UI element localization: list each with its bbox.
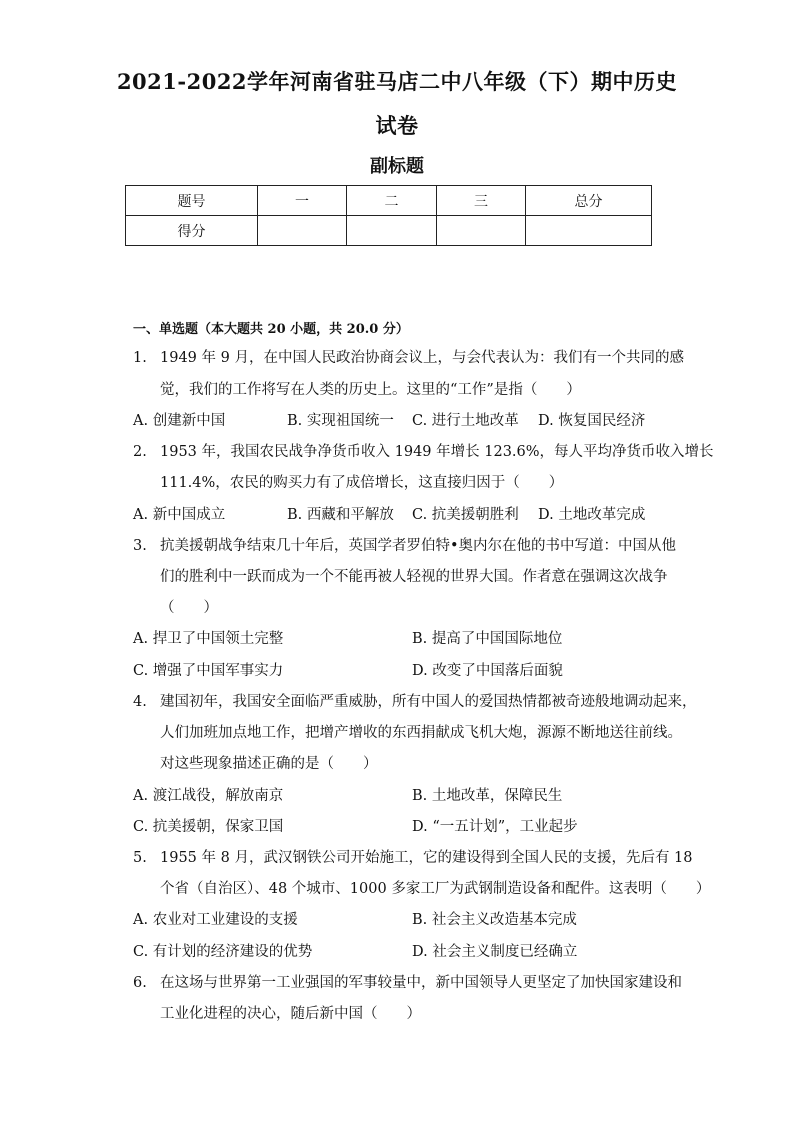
question-text-line: 111.4%，农民的购买力有了成倍增长，这直接归因于（ ） (160, 475, 564, 491)
question-number: 1. (133, 350, 147, 366)
score-header-cell: 题号 (126, 186, 258, 216)
score-table (125, 185, 652, 246)
document-title-line1: 2021-2022学年河南省驻马店二中八年级（下）期中历史 (116, 69, 678, 94)
score-cell[interactable] (347, 216, 437, 246)
question-text-line: 工业化进程的决心，随后新中国（ ） (160, 1006, 421, 1022)
question-number: 4. (133, 694, 147, 710)
document-subtitle: 副标题 (370, 156, 424, 177)
section-heading: 一、单选题（本大题共 20 小题，共 20.0 分） (133, 322, 409, 337)
option-d[interactable]: D. “一五计划”，工业起步 (412, 819, 578, 835)
option-d[interactable]: D. 恢复国民经济 (538, 413, 646, 429)
question-text-line: 1949 年 9 月，在中国人民政治协商会议上，与会代表认为：我们有一个共同的感 (160, 350, 684, 366)
question-text-line: 对这些现象描述正确的是（ ） (160, 756, 378, 772)
document-title-line2: 试卷 (375, 113, 419, 138)
question-text-line: 在这场与世界第一工业强国的军事较量中，新中国领导人更坚定了加快国家建设和 (160, 975, 682, 991)
option-c[interactable]: C. 进行土地改革 (412, 413, 519, 429)
question-text-line: 1953 年，我国农民战争净货币收入 1949 年增长 123.6%，每人平均净货币收入增长 (160, 444, 714, 460)
score-cell[interactable] (258, 216, 347, 246)
question-text-line: （ ） (160, 600, 218, 616)
question-text-line: 觉，我们的工作将写在人类的历史上。这里的“工作”是指（ ） (160, 382, 581, 398)
option-b[interactable]: B. 土地改革，保障民生 (412, 788, 563, 804)
score-table-row (126, 216, 652, 246)
question-text-line: 们的胜利中一跃而成为一个不能再被人轻视的世界大国。作者意在强调这次战争 (160, 569, 668, 585)
option-a[interactable]: A. 捍卫了中国领土完整 (133, 631, 284, 647)
score-header-cell: 一 (258, 186, 347, 216)
option-a[interactable]: A. 新中国成立 (133, 507, 226, 523)
question-number: 5. (133, 850, 147, 866)
option-d[interactable]: D. 社会主义制度已经确立 (412, 944, 578, 960)
option-b[interactable]: B. 西藏和平解放 (287, 507, 394, 523)
option-c[interactable]: C. 增强了中国军事实力 (133, 663, 284, 679)
score-table-header-row (126, 186, 652, 216)
option-c[interactable]: C. 有计划的经济建设的优势 (133, 944, 313, 960)
option-b[interactable]: B. 提高了中国国际地位 (412, 631, 563, 647)
option-a[interactable]: A. 渡江战役，解放南京 (133, 788, 284, 804)
option-c[interactable]: C. 抗美援朝胜利 (412, 507, 519, 523)
option-a[interactable]: A. 创建新中国 (133, 413, 226, 429)
question-text-line: 人们加班加点地工作，把增产增收的东西捐献成飞机大炮，源源不断地送往前线。 (160, 725, 682, 741)
option-b[interactable]: B. 实现祖国统一 (287, 413, 394, 429)
question-number: 2. (133, 444, 147, 460)
question-text-line: 个省（自治区）、48 个城市、1000 多家工厂为武钢制造设备和配件。这表明（ ） (160, 881, 711, 897)
score-cell[interactable] (437, 216, 526, 246)
option-d[interactable]: D. 改变了中国落后面貌 (412, 663, 563, 679)
score-header-cell: 二 (347, 186, 437, 216)
question-number: 6. (133, 975, 147, 991)
score-cell[interactable] (526, 216, 652, 246)
option-c[interactable]: C. 抗美援朝，保家卫国 (133, 819, 284, 835)
question-number: 3. (133, 538, 147, 554)
question-text-line: 抗美援朝战争结束几十年后，英国学者罗伯特•奥内尔在他的书中写道：中国从他 (160, 538, 677, 554)
score-header-cell: 三 (437, 186, 526, 216)
score-row-label: 得分 (126, 216, 258, 246)
option-a[interactable]: A. 农业对工业建设的支援 (133, 912, 298, 928)
question-text-line: 1955 年 8 月，武汉钢铁公司开始施工，它的建设得到全国人民的支援，先后有 18 (160, 850, 693, 866)
question-text-line: 建国初年，我国安全面临严重威胁，所有中国人的爱国热情都被奇迹般地调动起来， (160, 694, 697, 710)
score-header-cell: 总分 (526, 186, 652, 216)
option-b[interactable]: B. 社会主义改造基本完成 (412, 912, 577, 928)
option-d[interactable]: D. 土地改革完成 (538, 507, 646, 523)
